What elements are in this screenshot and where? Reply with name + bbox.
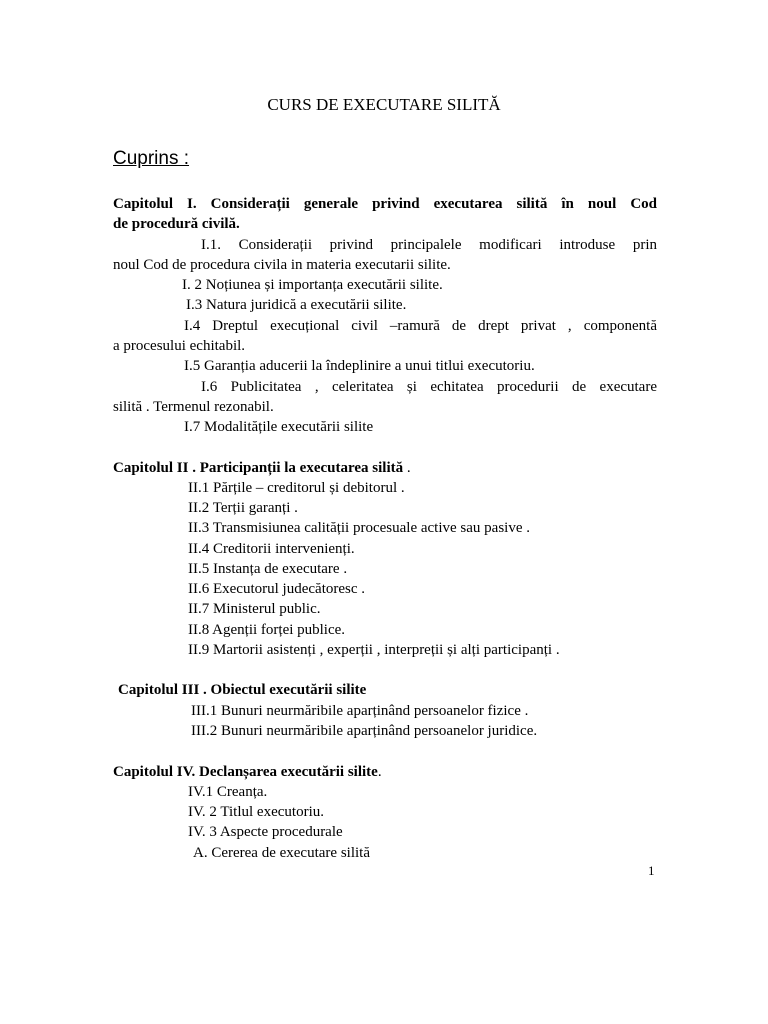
toc-item-1-6-cont: silită . Termenul rezonabil.: [113, 399, 274, 415]
toc-item-1-6: I.6 Publicitatea , celeritatea și echitatea procedurii de executare: [201, 379, 657, 395]
chapter-2-heading-text: Capitolul II . Participanții la executarea silită: [113, 460, 404, 476]
chapter-4-heading: [113, 762, 382, 782]
toc-item-1-1: I.1. Considerații privind principalele modificari introduse prin: [201, 237, 657, 253]
toc-item-3-1: III.1 Bunuri neurmăribile aparținând persoanelor fizice .: [191, 703, 529, 719]
document-title: CURS DE EXECUTARE SILITĂ: [267, 95, 501, 114]
toc-item-2-4: II.4 Creditorii intervenienți.: [188, 541, 355, 557]
toc-item-4-3: IV. 3 Aspecte procedurale: [188, 824, 343, 840]
toc-item-3-2: III.2 Bunuri neurmăribile aparținând persoanelor juridice.: [191, 723, 538, 739]
toc-item-1-7: I.7 Modalitățile executării silite: [184, 419, 374, 435]
toc-item-4-3-a: A. Cererea de executare silită: [193, 845, 370, 861]
chapter-2-heading-tail: .: [403, 460, 411, 476]
toc-item-2-8: II.8 Agenții forței publice.: [188, 622, 346, 638]
chapter-4-heading-tail: .: [377, 764, 382, 780]
toc-item-1-4: I.4 Dreptul execuțional civil –ramură de drept privat , componentă: [184, 318, 657, 334]
toc-heading: Cuprins :: [113, 148, 190, 169]
chapter-2-heading: [113, 458, 411, 478]
toc-item-2-9: II.9 Martorii asistenți , experții , interpreții și alți participanți .: [188, 642, 560, 658]
chapter-1-heading-line2: de procedură civilă.: [113, 216, 240, 232]
toc-item-2-7: II.7 Ministerul public.: [188, 601, 321, 617]
chapter-4-heading-text: Capitolul IV. Declanșarea executării silite: [113, 764, 378, 780]
chapter-1-heading-line1: Capitolul I. Considerații generale privind executarea silită în noul Cod: [113, 196, 657, 212]
toc-item-2-5: II.5 Instanța de executare .: [188, 561, 348, 577]
chapter-3-heading: Capitolul III . Obiectul executării silite: [118, 682, 367, 698]
toc-item-2-2: II.2 Terții garanți .: [188, 500, 298, 516]
toc-item-1-1-cont: noul Cod de procedura civila in materia executarii silite.: [113, 257, 451, 273]
toc-item-1-3: I.3 Natura juridică a executării silite.: [186, 297, 407, 313]
toc-item-2-3: II.3 Transmisiunea calității procesuale active sau pasive .: [188, 520, 530, 536]
toc-item-1-5: I.5 Garanția aducerii la îndeplinire a unui titlui executoriu.: [184, 358, 535, 374]
toc-item-4-2: IV. 2 Titlul executoriu.: [188, 804, 324, 820]
toc-item-2-6: II.6 Executorul judecătoresc .: [188, 581, 366, 597]
toc-item-1-4-cont: a procesului echitabil.: [113, 338, 246, 354]
toc-item-1-2: I. 2 Noțiunea și importanța executării silite.: [182, 277, 443, 293]
toc-item-4-1: IV.1 Creanța.: [188, 784, 268, 800]
page-number: 1: [648, 863, 655, 878]
toc-item-2-1: II.1 Părțile – creditorul și debitorul .: [188, 480, 405, 496]
